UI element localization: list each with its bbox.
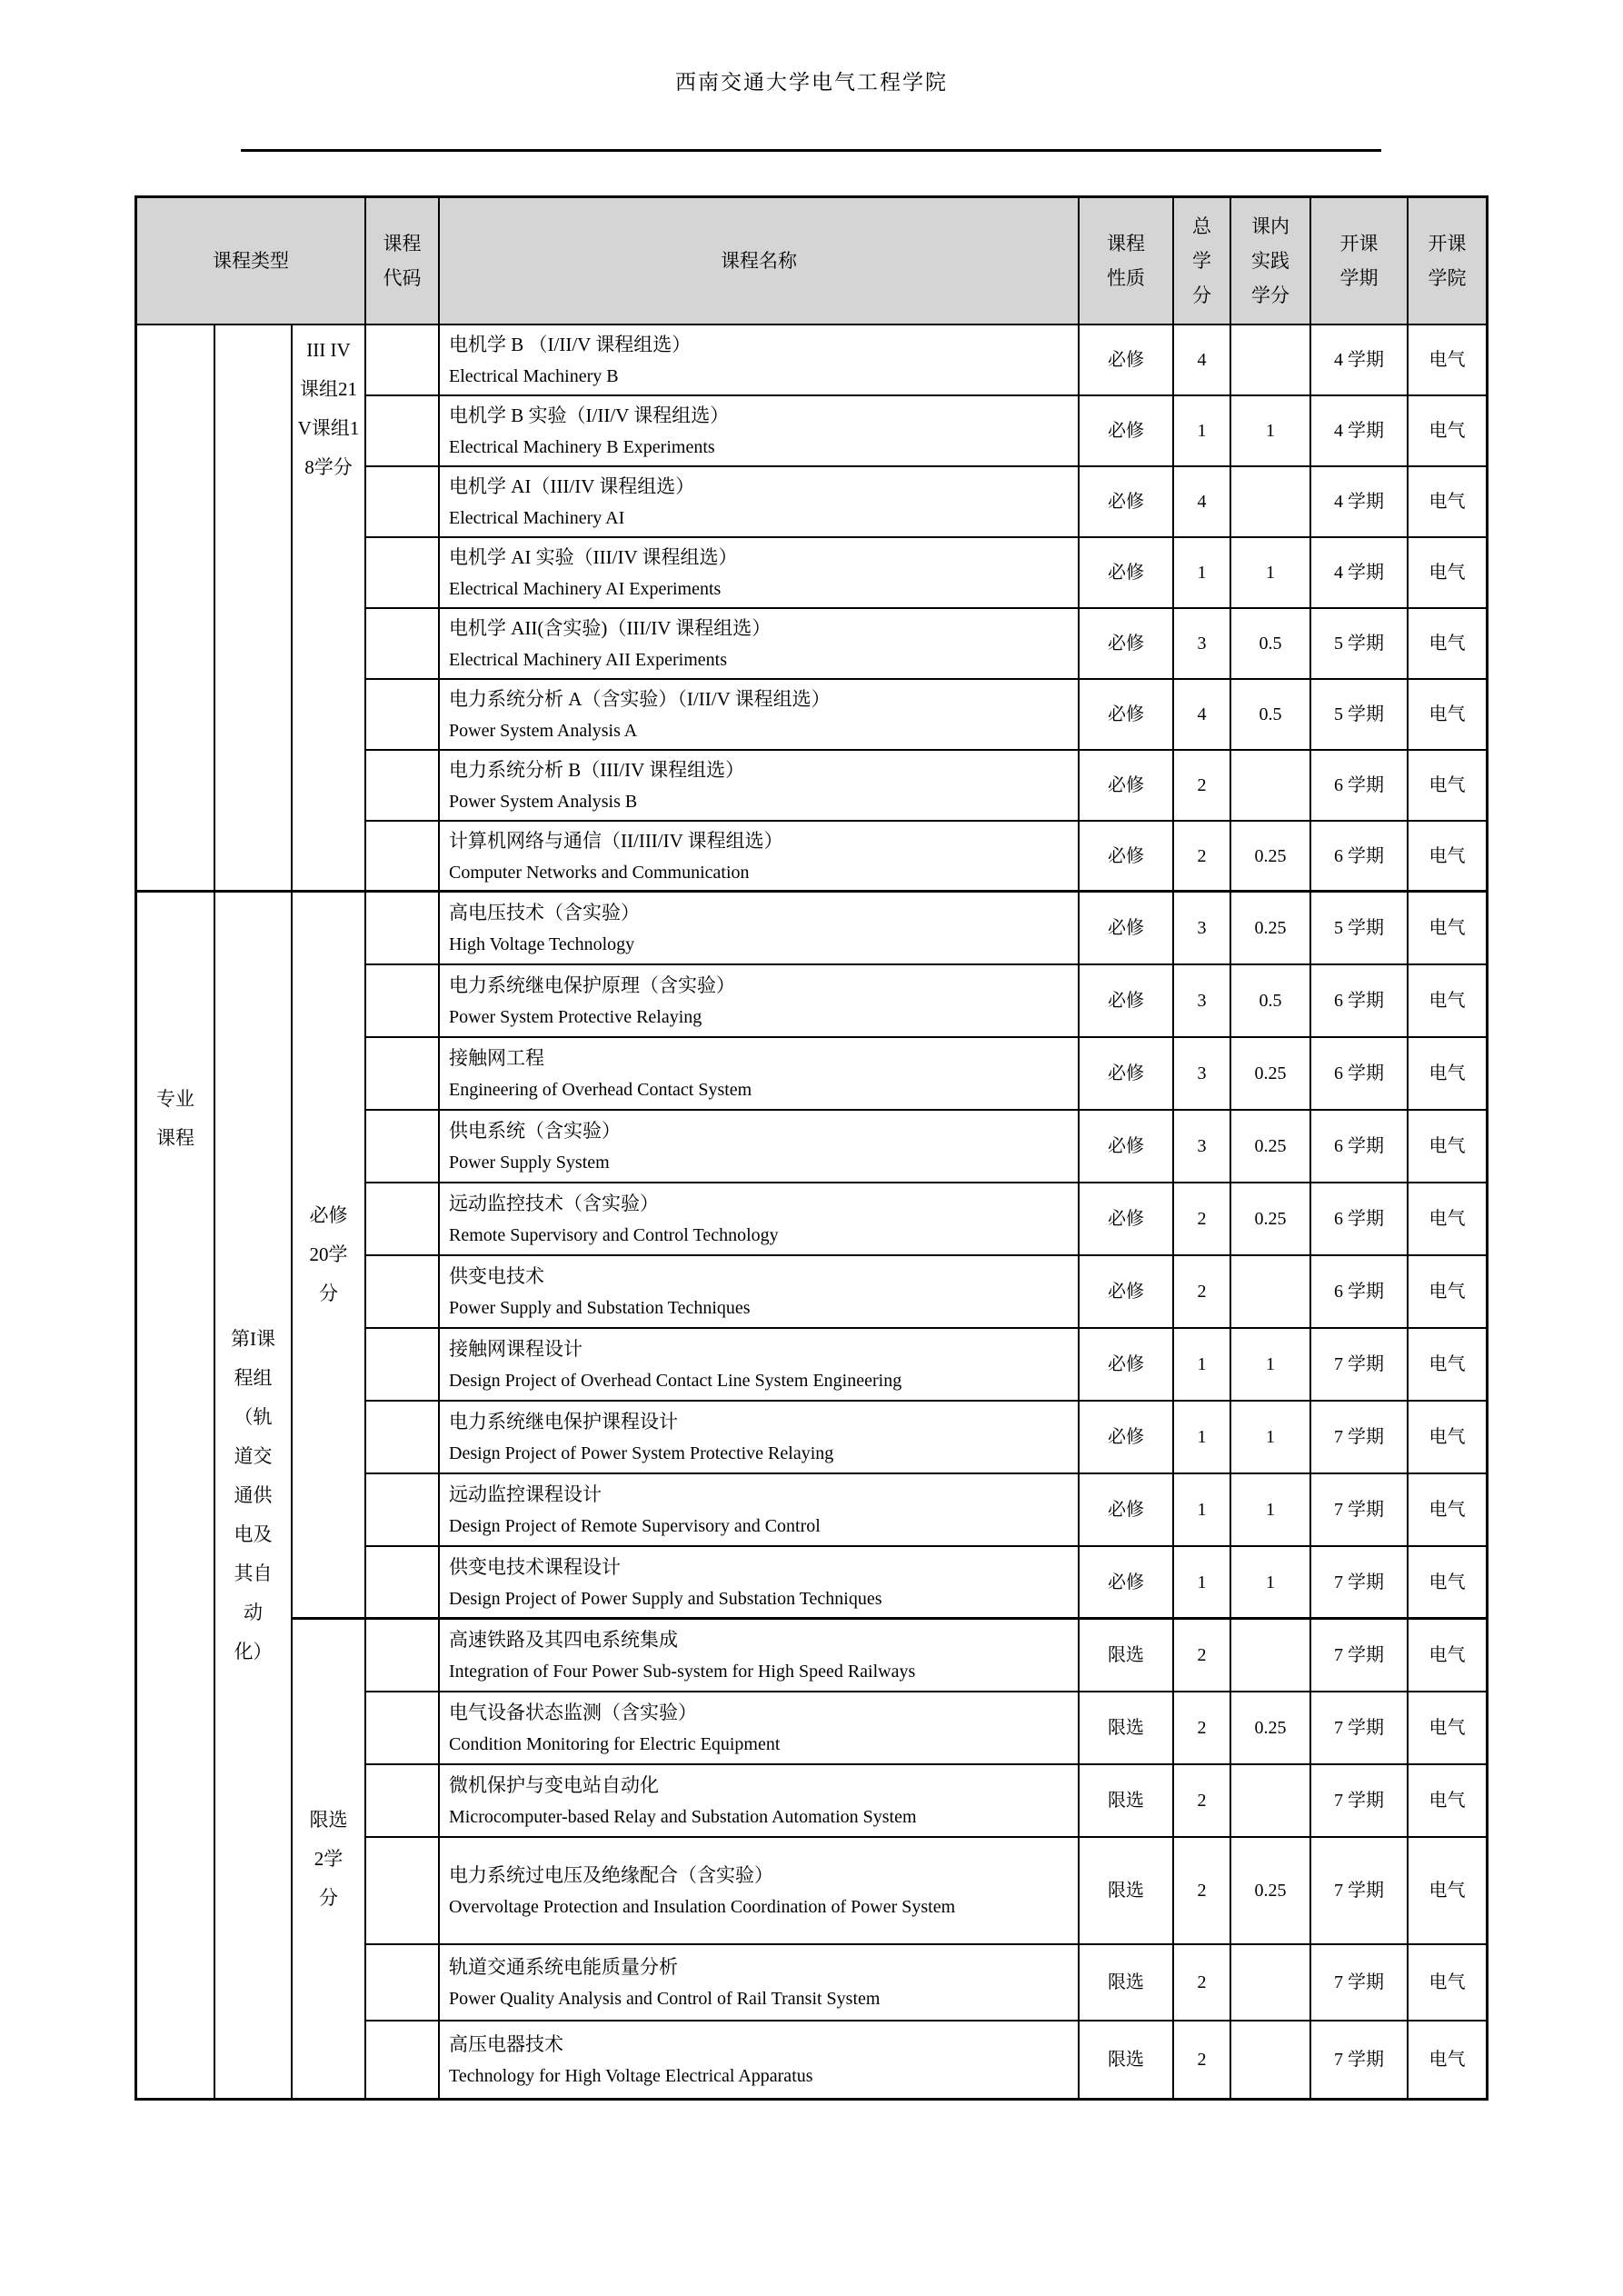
course-semester-cell: 7 学期 — [1311, 1692, 1409, 1765]
course-name-zh: 高速铁路及其四电系统集成 — [449, 1629, 678, 1651]
course-name-cell — [440, 1329, 1080, 1402]
course-nature-cell: 必修 — [1080, 1038, 1174, 1111]
course-practice-credits-cell — [1231, 1765, 1311, 1838]
course-credits-cell: 4 — [1174, 467, 1231, 538]
course-college-cell: 电气 — [1409, 751, 1486, 822]
course-college-cell: 电气 — [1409, 396, 1486, 467]
course-name-en: Design Project of Overhead Contact Line System Engineering — [449, 1371, 902, 1391]
course-practice-credits-cell — [1231, 751, 1311, 822]
course-credits-cell: 1 — [1174, 1474, 1231, 1547]
course-name-en: Electrical Machinery B — [449, 366, 619, 386]
course-name-en: Integration of Four Power Sub-system for High Speed Railways — [449, 1662, 916, 1682]
course-code-cell — [366, 680, 440, 751]
course-practice-credits-cell: 0.5 — [1231, 965, 1311, 1038]
course-semester-cell: 6 学期 — [1311, 1183, 1409, 1256]
course-semester-cell: 5 学期 — [1311, 609, 1409, 680]
course-semester-cell: 7 学期 — [1311, 1620, 1409, 1692]
course-name-en: Engineering of Overhead Contact System — [449, 1080, 752, 1100]
course-name-en: Power System Protective Relaying — [449, 1007, 702, 1027]
course-nature-cell: 必修 — [1080, 538, 1174, 609]
course-semester-cell: 5 学期 — [1311, 680, 1409, 751]
course-nature-cell: 必修 — [1080, 1474, 1174, 1547]
course-name-en: Design Project of Power System Protective Relaying — [449, 1443, 834, 1463]
course-name-cell — [440, 965, 1080, 1038]
course-practice-credits-cell: 0.25 — [1231, 893, 1311, 965]
course-name-cell — [440, 1620, 1080, 1692]
course-nature-cell: 必修 — [1080, 1402, 1174, 1474]
course-credits-cell: 2 — [1174, 1620, 1231, 1692]
course-name-cell — [440, 1547, 1080, 1620]
course-name-zh: 电机学 B （I/II/V 课程组选） — [449, 334, 692, 355]
course-semester-cell: 6 学期 — [1311, 965, 1409, 1038]
course-name-en: Overvoltage Protection and Insulation Coordination of Power System — [449, 1897, 956, 1917]
course-code-cell — [366, 467, 440, 538]
course-credits-cell: 2 — [1174, 1838, 1231, 1945]
group-label-course-group-1 — [215, 893, 293, 2098]
course-code-cell — [366, 751, 440, 822]
course-credits-cell: 1 — [1174, 1402, 1231, 1474]
course-nature-cell: 必修 — [1080, 680, 1174, 751]
course-code-cell — [366, 1256, 440, 1329]
course-college-cell: 电气 — [1409, 1256, 1486, 1329]
course-credits-cell: 3 — [1174, 965, 1231, 1038]
course-name-en: Condition Monitoring for Electric Equipment — [449, 1734, 781, 1754]
course-credits-cell: 2 — [1174, 1183, 1231, 1256]
course-nature-cell: 限选 — [1080, 1620, 1174, 1692]
course-college-cell: 电气 — [1409, 325, 1486, 396]
course-name-en: Electrical Machinery B Experiments — [449, 437, 715, 457]
course-practice-credits-cell — [1231, 1256, 1311, 1329]
course-nature-cell: 必修 — [1080, 325, 1174, 396]
group-label-major-courses — [137, 893, 215, 2098]
course-name-cell — [440, 1038, 1080, 1111]
course-name-zh: 电力系统分析 B（III/IV 课程组选） — [449, 759, 745, 781]
course-college-cell: 电气 — [1409, 893, 1486, 965]
header-course-nature — [1080, 198, 1174, 325]
course-name-en: Microcomputer-based Relay and Substation Automation System — [449, 1807, 917, 1827]
course-practice-credits-cell: 0.5 — [1231, 680, 1311, 751]
course-college-cell: 电气 — [1409, 1474, 1486, 1547]
course-semester-cell: 6 学期 — [1311, 751, 1409, 822]
course-practice-credits-cell: 0.25 — [1231, 1838, 1311, 1945]
course-college-cell: 电气 — [1409, 680, 1486, 751]
course-name-cell — [440, 822, 1080, 893]
course-nature-cell: 必修 — [1080, 751, 1174, 822]
title-divider-rule — [241, 149, 1381, 152]
course-name-cell — [440, 2021, 1080, 2098]
header-college-label: 开课学院 — [1428, 233, 1467, 289]
course-name-cell — [440, 396, 1080, 467]
course-credits-cell: 2 — [1174, 1765, 1231, 1838]
course-code-cell — [366, 1402, 440, 1474]
course-practice-credits-cell — [1231, 2021, 1311, 2098]
course-name-cell — [440, 893, 1080, 965]
course-semester-cell: 4 学期 — [1311, 467, 1409, 538]
header-practice-credits — [1231, 198, 1311, 325]
course-practice-credits-cell: 0.5 — [1231, 609, 1311, 680]
curriculum-table — [134, 195, 1489, 2101]
group-label-limited-2-credits — [293, 1620, 366, 2098]
course-name-cell — [440, 1765, 1080, 1838]
course-semester-cell: 7 学期 — [1311, 2021, 1409, 2098]
course-practice-credits-cell: 1 — [1231, 1547, 1311, 1620]
course-college-cell: 电气 — [1409, 1945, 1486, 2021]
course-name-zh: 电力系统分析 A（含实验）（I/II/V 课程组选） — [449, 688, 831, 710]
course-nature-cell: 限选 — [1080, 1838, 1174, 1945]
header-course-type-label: 课程类型 — [213, 250, 289, 272]
course-nature-cell: 必修 — [1080, 965, 1174, 1038]
course-code-cell — [366, 1474, 440, 1547]
course-name-cell — [440, 609, 1080, 680]
header-course-type — [137, 198, 366, 325]
course-type-col2-section1-empty — [215, 325, 293, 893]
header-semester — [1311, 198, 1409, 325]
course-credits-cell: 2 — [1174, 1945, 1231, 2021]
course-nature-cell: 限选 — [1080, 2021, 1174, 2098]
group-label-required-20-credits-text: 必修20学分 — [309, 1204, 348, 1304]
course-code-cell — [366, 538, 440, 609]
course-name-en: Power System Analysis A — [449, 721, 638, 741]
course-practice-credits-cell — [1231, 1945, 1311, 2021]
course-practice-credits-cell: 0.25 — [1231, 1111, 1311, 1183]
course-name-en: Power Supply System — [449, 1153, 610, 1173]
course-semester-cell: 7 学期 — [1311, 1329, 1409, 1402]
course-credits-cell: 2 — [1174, 2021, 1231, 2098]
group-label-major-courses-text: 专业课程 — [156, 1088, 194, 1149]
course-college-cell: 电气 — [1409, 467, 1486, 538]
course-name-zh: 电机学 AI 实验（III/IV 课程组选） — [449, 546, 738, 568]
course-college-cell: 电气 — [1409, 1620, 1486, 1692]
course-college-cell: 电气 — [1409, 1183, 1486, 1256]
course-name-zh: 远动监控技术（含实验） — [449, 1193, 659, 1214]
course-name-zh: 高压电器技术 — [449, 2033, 563, 2055]
course-credits-cell: 2 — [1174, 822, 1231, 893]
course-name-cell — [440, 1692, 1080, 1765]
header-practice-credits-label: 课内实践学分 — [1251, 215, 1289, 306]
course-nature-cell: 必修 — [1080, 609, 1174, 680]
course-name-cell — [440, 751, 1080, 822]
course-name-zh: 高电压技术（含实验） — [449, 902, 640, 923]
course-semester-cell: 7 学期 — [1311, 1402, 1409, 1474]
course-college-cell: 电气 — [1409, 1765, 1486, 1838]
course-practice-credits-cell — [1231, 325, 1311, 396]
course-code-cell — [366, 1620, 440, 1692]
course-credits-cell: 4 — [1174, 325, 1231, 396]
course-name-en: Remote Supervisory and Control Technology — [449, 1225, 779, 1245]
course-name-cell — [440, 1945, 1080, 2021]
course-name-en: Electrical Machinery AII Experiments — [449, 650, 727, 670]
course-semester-cell: 4 学期 — [1311, 538, 1409, 609]
course-type-col1-section1-empty — [137, 325, 215, 893]
group-label-course-group-1-text: 第I课程组（轨道交通供电及其自动化） — [231, 1327, 275, 1662]
course-nature-cell: 限选 — [1080, 1692, 1174, 1765]
course-college-cell: 电气 — [1409, 1838, 1486, 1945]
course-code-cell — [366, 1945, 440, 2021]
course-practice-credits-cell — [1231, 1620, 1311, 1692]
course-credits-cell: 3 — [1174, 609, 1231, 680]
course-name-zh: 电机学 B 实验（I/II/V 课程组选） — [449, 404, 730, 426]
course-name-en: Design Project of Power Supply and Substation Techniques — [449, 1588, 882, 1609]
course-name-en: Power Supply and Substation Techniques — [449, 1298, 751, 1318]
course-name-en: Design Project of Remote Supervisory and Control — [449, 1516, 821, 1536]
course-credits-cell: 1 — [1174, 1329, 1231, 1402]
course-practice-credits-cell: 0.25 — [1231, 822, 1311, 893]
course-college-cell: 电气 — [1429, 2050, 1466, 2070]
course-semester-cell: 4 学期 — [1311, 325, 1409, 396]
group-label-limited-2-credits-text: 限选2学分 — [309, 1808, 348, 1909]
course-credits-cell: 4 — [1174, 680, 1231, 751]
course-practice-credits-cell: 1 — [1231, 1402, 1311, 1474]
header-college — [1409, 198, 1486, 325]
course-semester-cell: 7 学期 — [1311, 1838, 1409, 1945]
course-practice-credits-cell: 1 — [1231, 1474, 1311, 1547]
page-title: 西南交通大学电气工程学院 — [675, 71, 948, 94]
course-credits-cell: 1 — [1174, 1547, 1231, 1620]
course-college-cell: 电气 — [1409, 822, 1486, 893]
course-code-cell — [366, 1547, 440, 1620]
course-name-en: Power Quality Analysis and Control of Rail Transit System — [449, 1989, 881, 2009]
course-credits-cell: 3 — [1174, 893, 1231, 965]
course-nature-cell: 必修 — [1080, 1256, 1174, 1329]
course-name-cell — [440, 680, 1080, 751]
course-code-cell — [366, 1038, 440, 1111]
header-total-credits-label: 总学分 — [1192, 215, 1211, 306]
course-semester-cell: 6 学期 — [1311, 822, 1409, 893]
course-name-cell — [440, 325, 1080, 396]
course-code-cell — [366, 325, 440, 396]
header-semester-label: 开课学期 — [1339, 233, 1379, 289]
course-semester-cell: 7 学期 — [1311, 1547, 1409, 1620]
course-practice-credits-cell: 1 — [1231, 1329, 1311, 1402]
course-name-cell — [440, 1256, 1080, 1329]
course-college-cell: 电气 — [1409, 1038, 1486, 1111]
course-name-en: Technology for High Voltage Electrical Apparatus — [449, 2066, 813, 2086]
course-semester-cell: 6 学期 — [1311, 1256, 1409, 1329]
course-name-en: Computer Networks and Communication — [449, 862, 750, 883]
course-code-cell — [366, 1692, 440, 1765]
course-name-cell — [440, 1111, 1080, 1183]
course-college-cell: 电气 — [1409, 1547, 1486, 1620]
course-semester-cell: 4 学期 — [1311, 396, 1409, 467]
course-credits-cell: 2 — [1174, 751, 1231, 822]
course-nature-cell: 必修 — [1080, 467, 1174, 538]
course-code-cell — [366, 396, 440, 467]
header-course-name — [440, 198, 1080, 325]
course-college-cell: 电气 — [1409, 1692, 1486, 1765]
course-code-cell — [366, 1765, 440, 1838]
course-credits-cell: 2 — [1174, 1692, 1231, 1765]
course-name-zh: 供电系统（含实验） — [449, 1120, 621, 1142]
course-code-cell — [366, 1111, 440, 1183]
course-practice-credits-cell: 0.25 — [1231, 1038, 1311, 1111]
course-name-cell — [440, 467, 1080, 538]
header-course-nature-label: 课程性质 — [1107, 233, 1145, 289]
course-nature-cell: 必修 — [1080, 822, 1174, 893]
course-code-cell — [366, 1329, 440, 1402]
course-name-zh: 电机学 AII(含实验)（III/IV 课程组选） — [449, 617, 772, 639]
course-credits-cell: 3 — [1174, 1038, 1231, 1111]
course-credits-cell: 2 — [1174, 1256, 1231, 1329]
course-name-zh: 接触网工程 — [449, 1047, 544, 1069]
course-name-zh: 电气设备状态监测（含实验） — [449, 1702, 697, 1723]
course-name-zh: 远动监控课程设计 — [449, 1483, 602, 1505]
course-nature-cell: 必修 — [1080, 893, 1174, 965]
course-name-zh: 轨道交通系统电能质量分析 — [449, 1956, 678, 1978]
course-semester-cell: 5 学期 — [1311, 893, 1409, 965]
course-credits-cell: 1 — [1174, 538, 1231, 609]
header-course-code-label: 课程代码 — [383, 233, 422, 289]
course-semester-cell: 7 学期 — [1311, 1765, 1409, 1838]
course-name-zh: 电力系统过电压及绝缘配合（含实验） — [449, 1864, 773, 1886]
course-code-cell — [366, 893, 440, 965]
course-code-cell — [366, 2021, 440, 2098]
course-name-zh: 电力系统继电保护课程设计 — [449, 1411, 678, 1433]
course-name-zh: 供变电技术课程设计 — [449, 1555, 621, 1578]
course-name-en: High Voltage Technology — [449, 934, 635, 954]
course-name-cell — [440, 1838, 1080, 1945]
course-code-cell — [366, 1838, 440, 1945]
course-nature-cell: 必修 — [1080, 396, 1174, 467]
course-name-zh: 计算机网络与通信（II/III/IV 课程组选） — [449, 829, 783, 852]
course-name-cell — [440, 1474, 1080, 1547]
course-college-cell: 电气 — [1409, 1329, 1486, 1402]
course-college-cell: 电气 — [1409, 1402, 1486, 1474]
course-nature-cell: 必修 — [1080, 1329, 1174, 1402]
course-name-cell — [440, 538, 1080, 609]
header-course-name-label: 课程名称 — [721, 250, 797, 272]
header-total-credits — [1174, 198, 1231, 325]
course-name-cell — [440, 1183, 1080, 1256]
course-credits-cell: 1 — [1174, 396, 1231, 467]
course-name-en: Electrical Machinery AI Experiments — [449, 579, 722, 599]
course-practice-credits-cell: 0.25 — [1231, 1183, 1311, 1256]
course-college-cell: 电气 — [1409, 1111, 1486, 1183]
course-practice-credits-cell — [1231, 467, 1311, 538]
course-credits-cell: 3 — [1174, 1111, 1231, 1183]
course-name-cell — [440, 1402, 1080, 1474]
course-name-zh: 电力系统继电保护原理（含实验） — [449, 974, 735, 996]
course-code-cell — [366, 609, 440, 680]
course-code-cell — [366, 822, 440, 893]
course-semester-cell: 7 学期 — [1311, 1945, 1409, 2021]
course-college-cell: 电气 — [1409, 538, 1486, 609]
course-college-cell: 电气 — [1409, 609, 1486, 680]
course-practice-credits-cell: 0.25 — [1231, 1692, 1311, 1765]
course-name-zh: 电机学 AI（III/IV 课程组选） — [449, 475, 695, 497]
course-semester-cell: 7 学期 — [1311, 1474, 1409, 1547]
course-name-zh: 接触网课程设计 — [449, 1338, 582, 1360]
course-semester-cell: 6 学期 — [1311, 1038, 1409, 1111]
course-semester-cell: 6 学期 — [1311, 1111, 1409, 1183]
course-college-cell: 电气 — [1409, 965, 1486, 1038]
course-practice-credits-cell: 1 — [1231, 396, 1311, 467]
course-code-cell — [366, 1183, 440, 1256]
group-label-required-20-credits — [293, 893, 366, 1620]
course-code-cell — [366, 965, 440, 1038]
course-name-en: Power System Analysis B — [449, 792, 638, 812]
header-course-code — [366, 198, 440, 325]
course-practice-credits-cell: 1 — [1231, 538, 1311, 609]
course-nature-cell: 必修 — [1080, 1183, 1174, 1256]
group-label-course-groups-credits — [293, 325, 366, 893]
course-name-en: Electrical Machinery AI — [449, 508, 625, 528]
course-nature-cell: 限选 — [1080, 1945, 1174, 2021]
course-nature-cell: 限选 — [1080, 1765, 1174, 1838]
group-label-course-groups-credits-text: III IV课组21 V课组18学分 — [297, 339, 360, 478]
course-nature-cell: 必修 — [1080, 1547, 1174, 1620]
course-name-zh: 供变电技术 — [449, 1265, 544, 1287]
course-name-zh: 微机保护与变电站自动化 — [449, 1774, 659, 1796]
course-nature-cell: 必修 — [1080, 1111, 1174, 1183]
